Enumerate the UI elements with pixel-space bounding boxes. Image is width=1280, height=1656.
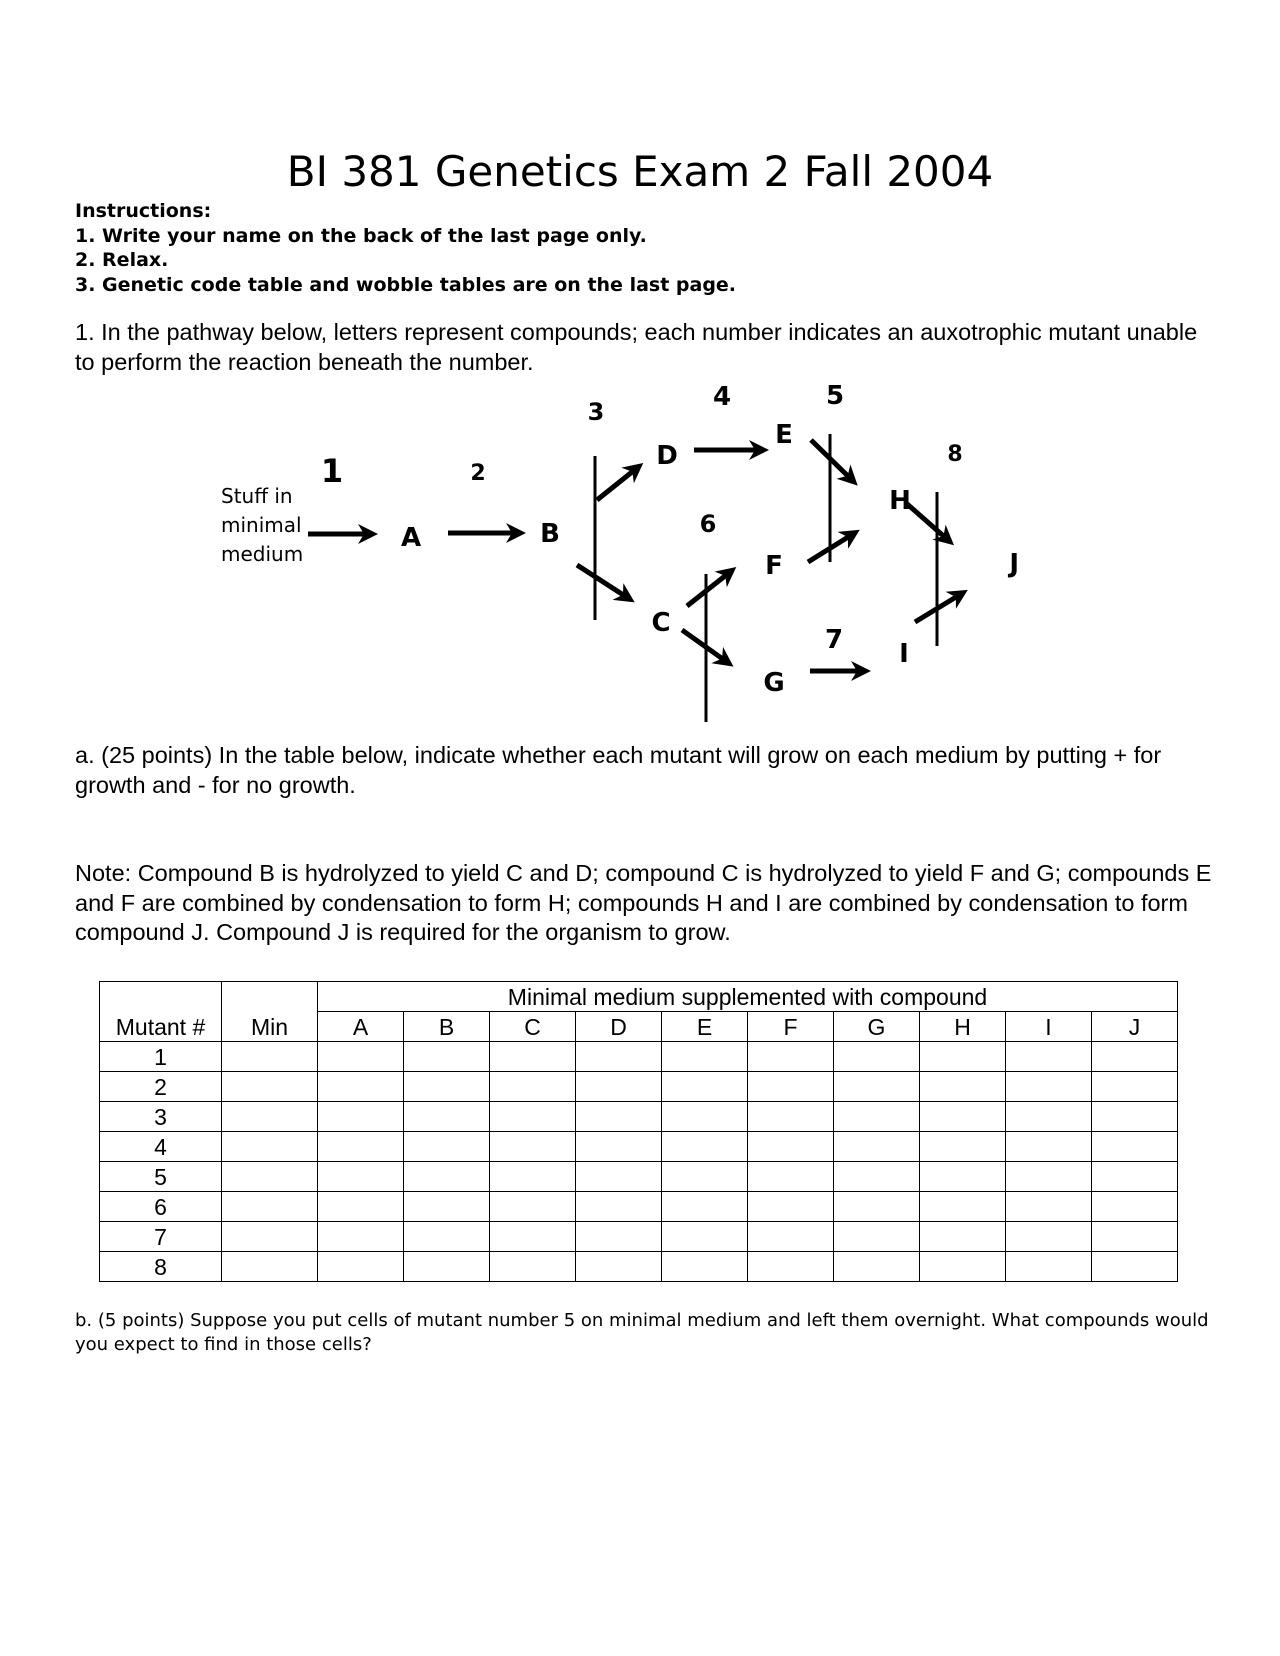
answer-cell[interactable] [1006, 1042, 1092, 1072]
answer-cell[interactable] [404, 1132, 490, 1162]
column-header: G [834, 1012, 920, 1042]
answer-cell[interactable] [576, 1042, 662, 1072]
start-label-line: medium [221, 542, 304, 566]
answer-cell[interactable] [1092, 1222, 1178, 1252]
question-1-note: Note: Compound B is hydrolyzed to yield C and D; compound C is hydrolyzed to yield F and G; compounds E and F are combined by condensation to form H; compounds H and I are combined by condensation to form compound J. Compound J is required for the organism to grow. [75, 860, 1212, 945]
answer-cell[interactable] [834, 1132, 920, 1162]
answer-cell[interactable] [834, 1192, 920, 1222]
table-row [100, 1252, 1178, 1282]
mutant-number-cell: 7 [100, 1222, 222, 1252]
mutant-number-cell: 3 [100, 1102, 222, 1132]
question-1b-text: b. (5 points) Suppose you put cells of mutant number 5 on minimal medium and left them overnight. What compounds would you expect to find in those cells? [75, 1310, 1209, 1355]
arrow-B-to-C [577, 565, 628, 598]
answer-cell[interactable] [920, 1072, 1006, 1102]
answer-cell[interactable] [920, 1252, 1006, 1282]
page-title: BI 381 Genetics Exam 2 Fall 2004 [286, 147, 994, 196]
answer-cell[interactable] [1006, 1072, 1092, 1102]
column-header: C [490, 1012, 576, 1042]
answer-cell[interactable] [318, 1042, 404, 1072]
answer-cell[interactable] [748, 1042, 834, 1072]
answer-cell[interactable] [404, 1252, 490, 1282]
answer-cell[interactable] [222, 1042, 318, 1072]
answer-cell[interactable] [748, 1192, 834, 1222]
answer-cell[interactable] [748, 1162, 834, 1192]
compound-I: I [899, 639, 909, 669]
compound-B: B [540, 519, 560, 549]
answer-cell[interactable] [1006, 1192, 1092, 1222]
answer-cell[interactable] [222, 1222, 318, 1252]
mutant-number-4: 4 [712, 382, 732, 412]
column-header: E [662, 1012, 748, 1042]
answer-cell[interactable] [834, 1252, 920, 1282]
header-blank-cell [100, 982, 222, 1012]
answer-cell[interactable] [404, 1162, 490, 1192]
mutant-number-2: 2 [470, 461, 486, 486]
compound-C: C [651, 608, 671, 638]
answer-cell[interactable] [834, 1162, 920, 1192]
answer-cell[interactable] [1006, 1162, 1092, 1192]
column-header: F [748, 1012, 834, 1042]
mutant-number-cell: 5 [100, 1162, 222, 1192]
answer-cell[interactable] [222, 1162, 318, 1192]
answer-cell[interactable] [748, 1072, 834, 1102]
answer-cell[interactable] [1006, 1252, 1092, 1282]
table-header-row-2 [100, 1012, 1178, 1042]
table-row [100, 1102, 1178, 1132]
answer-cell[interactable] [318, 1102, 404, 1132]
instructions-heading: Instructions: [75, 200, 212, 222]
answer-cell[interactable] [404, 1222, 490, 1252]
growth-table [99, 981, 1178, 1282]
answer-cell[interactable] [490, 1222, 576, 1252]
instructions [75, 199, 736, 297]
answer-cell[interactable] [662, 1252, 748, 1282]
answer-cell[interactable] [662, 1072, 748, 1102]
answer-cell[interactable] [748, 1102, 834, 1132]
column-header: B [404, 1012, 490, 1042]
answer-cell[interactable] [576, 1072, 662, 1102]
answer-cell[interactable] [662, 1192, 748, 1222]
answer-cell[interactable] [834, 1222, 920, 1252]
arrow-H-to-J [906, 503, 948, 540]
answer-cell[interactable] [222, 1072, 318, 1102]
answer-cell[interactable] [920, 1132, 1006, 1162]
mutant-number-6: 6 [699, 510, 717, 538]
mutant-number-3: 3 [587, 398, 605, 426]
answer-cell[interactable] [576, 1132, 662, 1162]
answer-cell[interactable] [404, 1192, 490, 1222]
answer-cell[interactable] [1092, 1252, 1178, 1282]
answer-cell[interactable] [1006, 1132, 1092, 1162]
column-header: I [1006, 1012, 1092, 1042]
table-row [100, 1192, 1178, 1222]
answer-cell[interactable] [490, 1252, 576, 1282]
answer-cell[interactable] [1092, 1042, 1178, 1072]
answer-cell[interactable] [748, 1222, 834, 1252]
compound-A: A [400, 523, 422, 553]
answer-cell[interactable] [662, 1102, 748, 1132]
column-header: J [1092, 1012, 1178, 1042]
answer-cell[interactable] [834, 1102, 920, 1132]
answer-cell[interactable] [576, 1192, 662, 1222]
answer-cell[interactable] [920, 1192, 1006, 1222]
table-row [100, 1042, 1178, 1072]
answer-cell[interactable] [1092, 1192, 1178, 1222]
instruction-item: 1. Write your name on the back of the last page only. [75, 224, 647, 247]
answer-cell[interactable] [834, 1042, 920, 1072]
table-row [100, 1162, 1178, 1192]
answer-cell[interactable] [318, 1252, 404, 1282]
compound-F: F [765, 551, 783, 581]
metabolic-pathway-diagram [200, 382, 1020, 722]
answer-cell[interactable] [490, 1102, 576, 1132]
answer-cell[interactable] [404, 1102, 490, 1132]
header-blank-cell [222, 982, 318, 1012]
answer-cell[interactable] [576, 1102, 662, 1132]
table-row [100, 1072, 1178, 1102]
question-1a-text: a. (25 points) In the table below, indicate whether each mutant will grow on each medium by putting + for growth and - for no growth. [75, 742, 1162, 798]
column-header: H [920, 1012, 1006, 1042]
mutant-number-cell: 2 [100, 1072, 222, 1102]
answer-cell[interactable] [576, 1252, 662, 1282]
answer-cell[interactable] [920, 1042, 1006, 1072]
answer-cell[interactable] [404, 1072, 490, 1102]
answer-cell[interactable] [662, 1222, 748, 1252]
answer-cell[interactable] [318, 1072, 404, 1102]
compound-G: G [763, 668, 785, 698]
compound-D: D [656, 441, 678, 471]
answer-cell[interactable] [748, 1252, 834, 1282]
answer-cell[interactable] [318, 1162, 404, 1192]
mutant-number-1: 1 [320, 452, 344, 490]
mutant-number-8: 8 [947, 442, 963, 467]
supplement-header: Minimal medium supplemented with compound [318, 982, 1178, 1012]
table-row [100, 1132, 1178, 1162]
mutant-number-cell: 4 [100, 1132, 222, 1162]
column-header: A [318, 1012, 404, 1042]
answer-cell[interactable] [920, 1162, 1006, 1192]
answer-cell[interactable] [222, 1192, 318, 1222]
mutant-number-7: 7 [824, 625, 844, 655]
compound-J: J [1009, 549, 1019, 579]
answer-cell[interactable] [662, 1132, 748, 1162]
answer-cell[interactable] [490, 1192, 576, 1222]
answer-cell[interactable] [576, 1222, 662, 1252]
mutant-number-cell: 8 [100, 1252, 222, 1282]
answer-cell[interactable] [834, 1072, 920, 1102]
mutant-number-cell: 1 [100, 1042, 222, 1072]
table-row [100, 1222, 1178, 1252]
instruction-item: 3. Genetic code table and wobble tables are on the last page. [75, 273, 737, 296]
mutant-number-cell: 6 [100, 1192, 222, 1222]
answer-cell[interactable] [920, 1102, 1006, 1132]
answer-cell[interactable] [1092, 1162, 1178, 1192]
answer-cell[interactable] [1006, 1102, 1092, 1132]
answer-cell[interactable] [404, 1042, 490, 1072]
answer-cell[interactable] [920, 1222, 1006, 1252]
pathway-arrows [308, 440, 961, 671]
compound-H: H [889, 486, 911, 516]
mutant-header: Mutant # [100, 1012, 222, 1042]
arrow-C-to-F [687, 572, 730, 606]
instruction-item: 2. Relax. [75, 249, 169, 271]
answer-cell[interactable] [662, 1162, 748, 1192]
start-label-line: Stuff in [221, 484, 293, 508]
answer-cell[interactable] [490, 1042, 576, 1072]
answer-cell[interactable] [318, 1222, 404, 1252]
answer-cell[interactable] [1092, 1132, 1178, 1162]
arrow-B-to-D [597, 468, 637, 500]
answer-cell[interactable] [318, 1132, 404, 1162]
answer-cell[interactable] [490, 1072, 576, 1102]
answer-cell[interactable] [222, 1102, 318, 1132]
answer-cell[interactable] [490, 1162, 576, 1192]
column-header: D [576, 1012, 662, 1042]
answer-cell[interactable] [1092, 1072, 1178, 1102]
min-header: Min [222, 1012, 318, 1042]
answer-cell[interactable] [222, 1132, 318, 1162]
table-header-row-1 [100, 982, 1178, 1012]
answer-cell[interactable] [748, 1132, 834, 1162]
answer-cell[interactable] [490, 1132, 576, 1162]
mutant-number-5: 5 [825, 382, 845, 411]
answer-cell[interactable] [662, 1042, 748, 1072]
question-1-intro: 1. In the pathway below, letters represent compounds; each number indicates an auxotrophic mutant unable to perform the reaction beneath the number. [75, 319, 1198, 375]
answer-cell[interactable] [1006, 1222, 1092, 1252]
answer-cell[interactable] [576, 1162, 662, 1192]
answer-cell[interactable] [318, 1192, 404, 1222]
compound-labels [401, 420, 1019, 698]
start-label-line: minimal [221, 513, 302, 537]
answer-cell[interactable] [222, 1252, 318, 1282]
compound-E: E [775, 420, 793, 450]
answer-cell[interactable] [1092, 1102, 1178, 1132]
mutant-numbers [321, 382, 963, 655]
